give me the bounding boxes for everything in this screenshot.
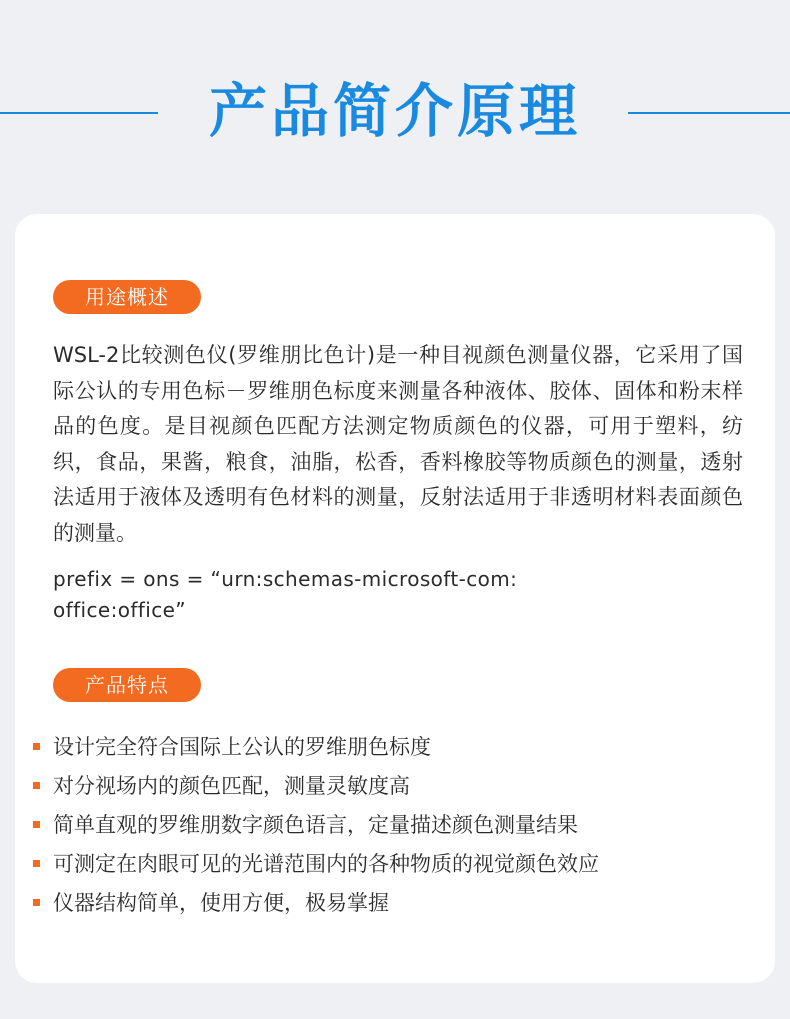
content-card — [15, 214, 775, 983]
square-bullet-icon — [33, 899, 40, 906]
prefix-code-line-1: prefix = ons = “urn:schemas-microsoft-com: — [53, 567, 518, 591]
overview-badge: 用途概述 — [53, 280, 201, 314]
page-title: 产品简介原理 — [208, 77, 581, 145]
feature-item — [33, 847, 599, 886]
overview-description: WSL-2比较测色仪(罗维朋比色计)是一种目视颜色测量仪器，它采用了国际公认的专用色标－罗维朋色标度来测量各种液体、胶体、固体和粉末样品的色度。是目视颜色匹配方法测定物质颜色的仪器，可用于塑料，纺织，食品，果酱，粮食，油脂，松香，香料橡胶等物质颜色的测量，透射法适用于液体及透明有色材料的测量，反射法适用于非透明材料表面颜色的测量。 — [53, 343, 743, 545]
header-divider-right — [628, 112, 790, 114]
square-bullet-icon — [33, 860, 40, 867]
features-list — [33, 730, 599, 925]
feature-item — [33, 769, 599, 808]
feature-text: 设计完全符合国际上公认的罗维朋色标度 — [53, 735, 431, 759]
square-bullet-icon — [33, 743, 40, 750]
feature-item — [33, 808, 599, 847]
feature-item — [33, 886, 599, 925]
feature-text: 对分视场内的颜色匹配，测量灵敏度高 — [53, 774, 410, 798]
feature-text: 仪器结构简单，使用方便，极易掌握 — [53, 891, 389, 915]
prefix-code-line-2: office:office” — [53, 598, 187, 622]
square-bullet-icon — [33, 782, 40, 789]
feature-item — [33, 730, 599, 769]
feature-text: 可测定在肉眼可见的光谱范围内的各种物质的视觉颜色效应 — [53, 852, 599, 876]
page-header — [0, 70, 790, 160]
prefix-code-block — [53, 564, 743, 626]
features-badge: 产品特点 — [53, 668, 201, 702]
feature-text: 简单直观的罗维朋数字颜色语言，定量描述颜色测量结果 — [53, 813, 578, 837]
square-bullet-icon — [33, 821, 40, 828]
